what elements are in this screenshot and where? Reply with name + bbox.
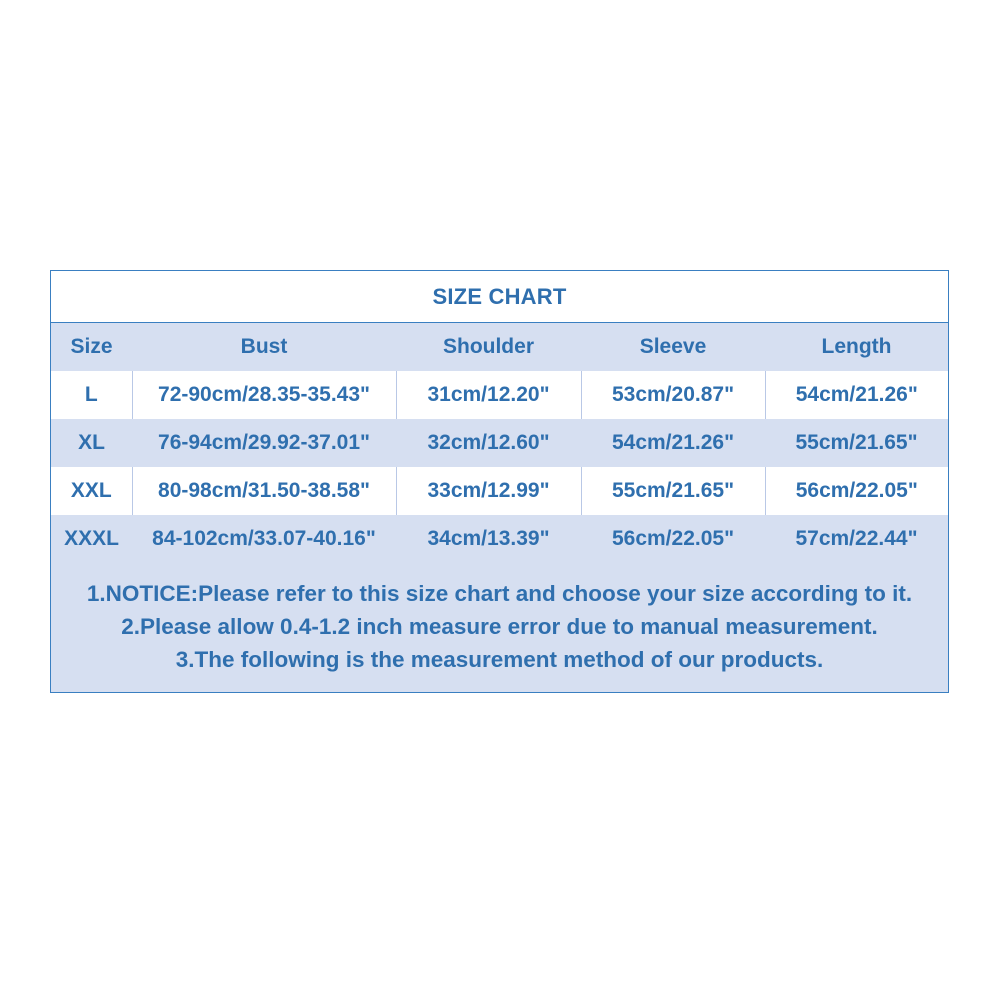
table-header-row <box>51 323 948 371</box>
cell-size: XL <box>51 419 132 467</box>
notice-line: 3.The following is the measurement method of our products. <box>175 647 824 672</box>
cell-bust: 72-90cm/28.35-35.43" <box>132 371 396 419</box>
cell-length: 57cm/22.44" <box>765 515 948 563</box>
notice-line: 1.NOTICE:Please refer to this size chart and choose your size according to it. <box>86 581 913 606</box>
cell-shoulder: 34cm/13.39" <box>396 515 581 563</box>
cell-sleeve: 55cm/21.65" <box>581 467 765 515</box>
header-shoulder: Shoulder <box>396 323 581 371</box>
cell-bust: 80-98cm/31.50-38.58" <box>132 467 396 515</box>
cell-sleeve: 56cm/22.05" <box>581 515 765 563</box>
cell-shoulder: 33cm/12.99" <box>396 467 581 515</box>
notice-line: 2.Please allow 0.4-1.2 inch measure error due to manual measurement. <box>121 614 878 639</box>
header-bust: Bust <box>132 323 396 371</box>
cell-length: 55cm/21.65" <box>765 419 948 467</box>
cell-sleeve: 53cm/20.87" <box>581 371 765 419</box>
table-row <box>51 515 948 563</box>
cell-length: 56cm/22.05" <box>765 467 948 515</box>
cell-sleeve: 54cm/21.26" <box>581 419 765 467</box>
cell-shoulder: 32cm/12.60" <box>396 419 581 467</box>
cell-length: 54cm/21.26" <box>765 371 948 419</box>
size-table <box>51 323 948 563</box>
chart-title: SIZE CHART <box>51 271 948 323</box>
cell-size: XXXL <box>51 515 132 563</box>
table-row <box>51 419 948 467</box>
cell-bust: 84-102cm/33.07-40.16" <box>132 515 396 563</box>
header-size: Size <box>51 323 132 371</box>
notice-block <box>51 563 948 692</box>
header-sleeve: Sleeve <box>581 323 765 371</box>
header-length: Length <box>765 323 948 371</box>
cell-shoulder: 31cm/12.20" <box>396 371 581 419</box>
cell-bust: 76-94cm/29.92-37.01" <box>132 419 396 467</box>
table-row <box>51 371 948 419</box>
size-chart <box>50 270 949 693</box>
table-row <box>51 467 948 515</box>
cell-size: L <box>51 371 132 419</box>
cell-size: XXL <box>51 467 132 515</box>
